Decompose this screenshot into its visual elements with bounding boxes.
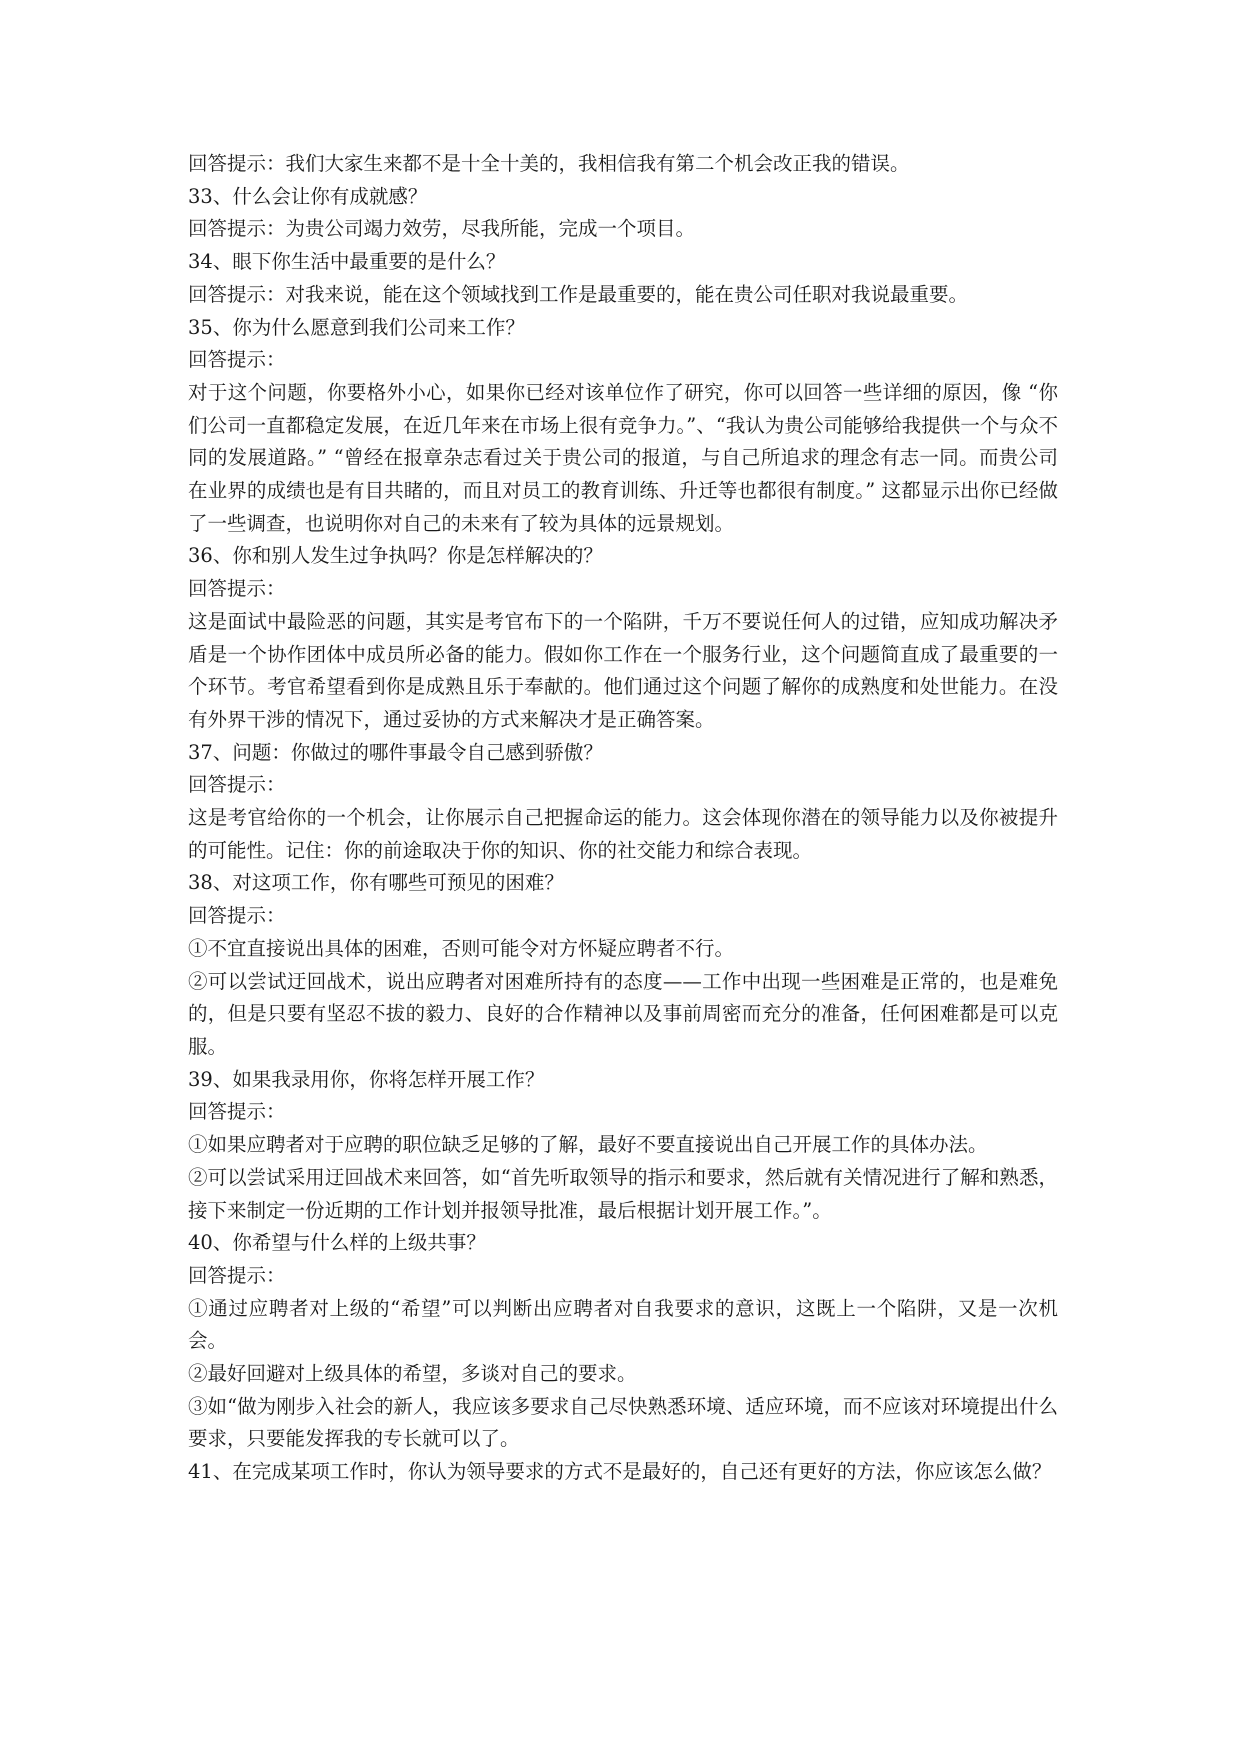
- answer-point-38-2: ②可以尝试迂回战术，说出应聘者对困难所持有的态度——工作中出现一些困难是正常的，也是难免的，但是只要有坚忍不拔的毅力、良好的合作精神以及事前周密而充分的准备，任何困难都是可以克服。: [188, 969, 1058, 1058]
- question-36: 36、你和别人发生过争执吗？你是怎样解决的？: [188, 544, 603, 568]
- answer-point-40-3: ③如“做为刚步入社会的新人，我应该多要求自己尽快熟悉环境、适应环境，而不应该对环境提出什么要求，只要能发挥我的专长就可以了。: [188, 1394, 1058, 1451]
- question-39: 39、如果我录用你，你将怎样开展工作？: [188, 1067, 545, 1091]
- answer-point-40-2: ②最好回避对上级具体的希望，多谈对自己的要求。: [188, 1362, 637, 1386]
- question-35: 35、你为什么愿意到我们公司来工作？: [188, 315, 525, 339]
- question-34: 34、眼下你生活中最重要的是什么？: [188, 250, 506, 274]
- question-41: 41、在完成某项工作时，你认为领导要求的方式不是最好的，自己还有更好的方法，你应该怎么做？: [188, 1460, 1052, 1484]
- question-37: 37、问题：你做过的哪件事最令自己感到骄傲？: [188, 740, 603, 764]
- answer-hint-label-39: 回答提示：: [188, 1100, 286, 1124]
- answer-hint-label-35: 回答提示：: [188, 348, 286, 372]
- question-40: 40、你希望与什么样的上级共事？: [188, 1231, 486, 1255]
- answer-hint-label-37: 回答提示：: [188, 773, 286, 797]
- question-38: 38、对这项工作，你有哪些可预见的困难？: [188, 871, 564, 895]
- answer-paragraph-36: 这是面试中最险恶的问题，其实是考官布下的一个陷阱，千万不要说任何人的过错，应知成功解决矛盾是一个协作团体中成员所必备的能力。假如你工作在一个服务行业，这个问题简直成了最重要的一个环节。考官希望看到你是成熟且乐于奉献的。他们通过这个问题了解你的成熟度和处世能力。在没有外界干涉的情况下，通过妥协的方式来解决才是正确答案。: [188, 609, 1058, 731]
- answer-point-39-2: ②可以尝试采用迂回战术来回答，如“首先听取领导的指示和要求，然后就有关情况进行了解和熟悉，接下来制定一份近期的工作计划并报领导批准，最后根据计划开展工作。”。: [188, 1165, 1058, 1222]
- answer-hint-label-38: 回答提示：: [188, 904, 286, 928]
- answer-point-38-1: ①不宜直接说出具体的困难，否则可能令对方怀疑应聘者不行。: [188, 936, 735, 960]
- answer-point-39-1: ①如果应聘者对于应聘的职位缺乏足够的了解，最好不要直接说出自己开展工作的具体办法。: [188, 1133, 988, 1157]
- answer-paragraph-35: 对于这个问题，你要格外小心，如果你已经对该单位作了研究，你可以回答一些详细的原因，像 “你们公司一直都稳定发展，在近几年来在市场上很有竞争力。”、“我认为贵公司能够给我提供一个与众不同的发展道路。” “曾经在报章杂志看过关于贵公司的报道，与自己所追求的理念有志一同。而贵公司在业界的成绩也是有目共睹的，而且对员工的教育训练、升迁等也都很有制度。” 这都显示出你已经做了一些调查，也说明你对自己的未来有了较为具体的远景规划。: [188, 380, 1058, 535]
- question-33: 33、什么会让你有成就感？: [188, 184, 428, 208]
- answer-hint-33: 回答提示：为贵公司竭力效劳，尽我所能，完成一个项目。: [188, 217, 696, 241]
- answer-hint-34: 回答提示：对我来说，能在这个领域找到工作是最重要的，能在贵公司任职对我说最重要。: [188, 282, 969, 306]
- answer-hint-32: 回答提示：我们大家生来都不是十全十美的，我相信我有第二个机会改正我的错误。: [188, 152, 910, 175]
- answer-point-40-1: ①通过应聘者对上级的“希望”可以判断出应聘者对自我要求的意识，这既上一个陷阱，又是一次机会。: [188, 1296, 1058, 1353]
- answer-hint-label-36: 回答提示：: [188, 577, 286, 601]
- answer-hint-label-40: 回答提示：: [188, 1263, 286, 1287]
- answer-paragraph-37: 这是考官给你的一个机会，让你展示自己把握命运的能力。这会体现你潜在的领导能力以及你被提升的可能性。记住：你的前途取决于你的知识、你的社交能力和综合表现。: [188, 806, 1058, 862]
- document-page: [188, 148, 1058, 1489]
